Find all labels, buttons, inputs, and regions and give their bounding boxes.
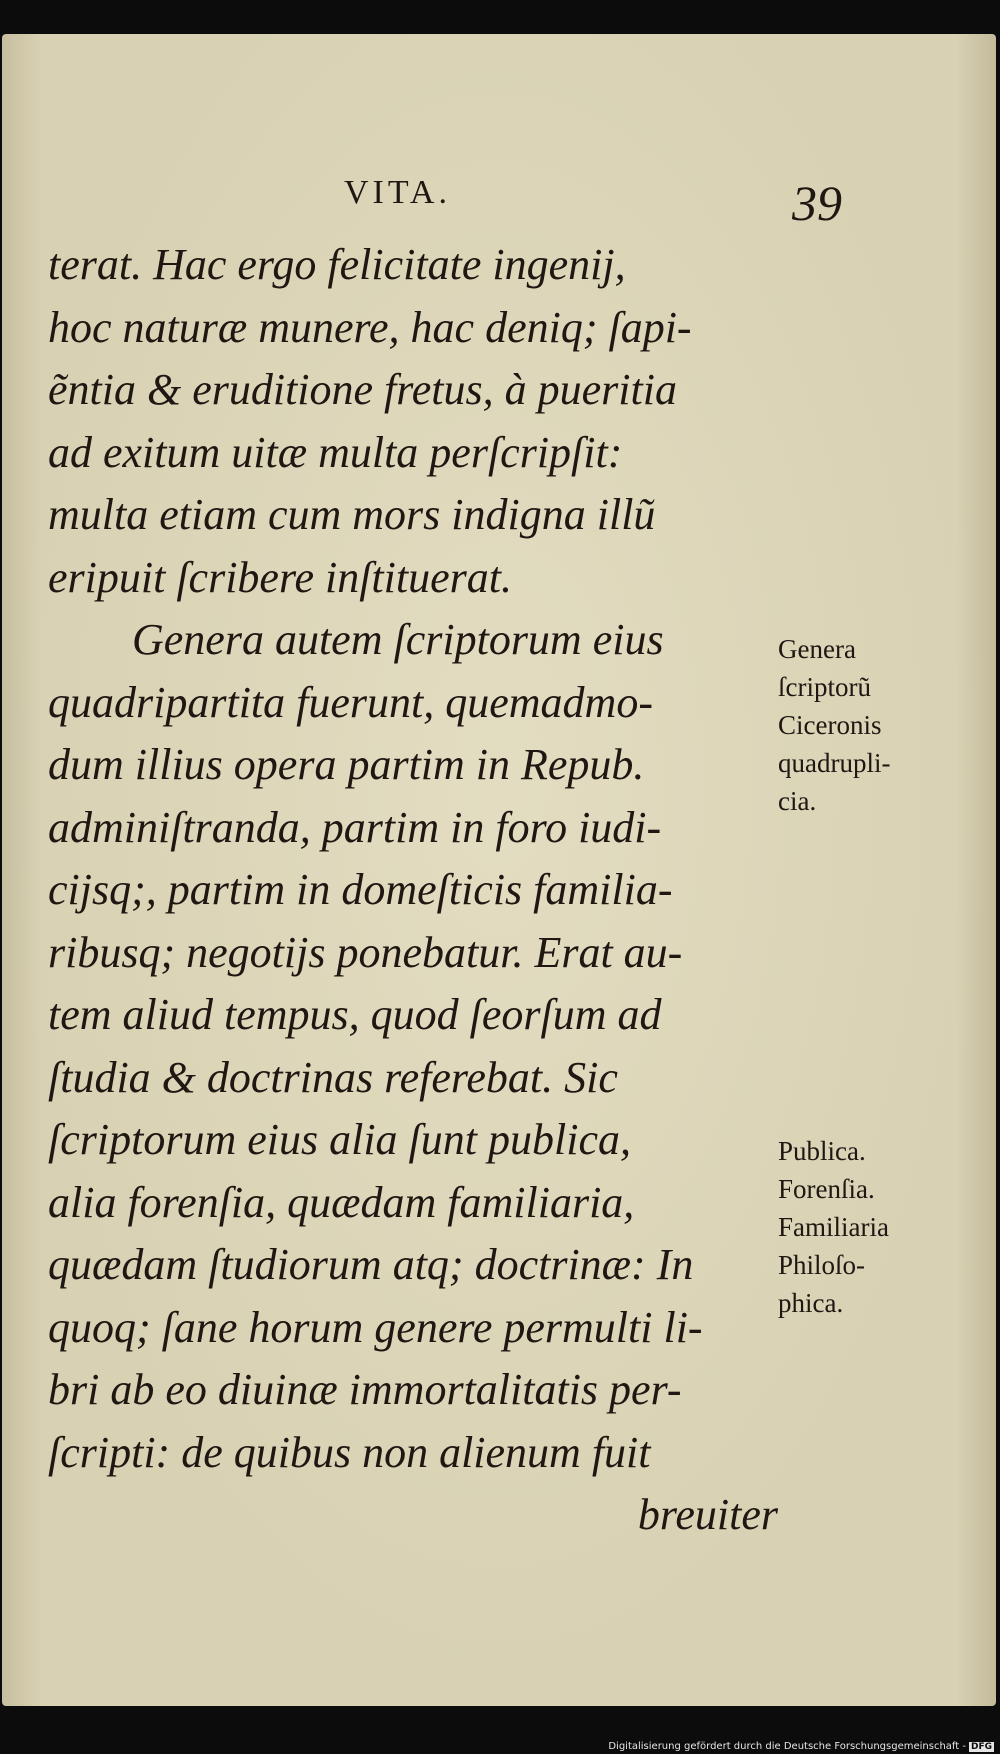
margin-note-line: Genera (778, 634, 856, 664)
margin-note-line: cia. (778, 786, 817, 816)
margin-note-line: quadrupli- (778, 748, 891, 778)
text-line: tem aliud tempus, quod ſeorſum ad (48, 990, 662, 1039)
text-line: ribusq; negotijs ponebatur. Erat au- (48, 927, 683, 977)
text-line: multa etiam cum mors indigna illũ (48, 490, 656, 539)
text-line: quædam ſtudiorum atq; doctrinæ: In (48, 1240, 694, 1289)
text-line: ſtudia & doctrinas referebat. Sic (48, 1052, 618, 1102)
digitization-credit (608, 1741, 994, 1752)
page-number: 39 (792, 175, 842, 231)
credit-text: Digitalisierung gefördert durch die Deutsche Forschungsgemeinschaft - (608, 1741, 966, 1752)
margin-note-line: Publica. (778, 1136, 866, 1166)
text-line: dum illius opera partim in Repub. (48, 740, 645, 789)
text-line: hoc naturæ munere, hac deniq; ſapi- (48, 302, 692, 352)
margin-note-line: Philoſo- (778, 1250, 866, 1280)
text-line: cijsq;, partim in domeſticis familia- (48, 865, 673, 914)
margin-note-publica (778, 1132, 889, 1322)
text-line: Genera autem ſcriptorum eius (132, 615, 664, 664)
text-line: adminiſtranda, partim in foro iudi- (48, 802, 662, 852)
book-page (2, 34, 996, 1706)
margin-note-line: ſcriptorũ (778, 672, 871, 702)
text-line: ẽntia & eruditione fretus, à pueritia (48, 365, 677, 414)
text-line: quoq; ſane horum genere permulti li- (48, 1302, 703, 1352)
text-line: quadripartita fuerunt, quemadmo- (48, 677, 653, 727)
text-line: alia forenſia, quædam familiaria, (48, 1177, 635, 1227)
text-line: eripuit ſcribere inſtituerat. (48, 552, 512, 602)
body-text (48, 234, 778, 1547)
text-line: ad exitum uitæ multa perſcripſit: (48, 427, 623, 477)
dfg-logo: DFG (970, 1742, 992, 1752)
running-header: VITA. (344, 174, 451, 211)
margin-note-genera (778, 630, 890, 820)
text-line: bri ab eo diuinæ immortalitatis per- (48, 1365, 682, 1414)
margin-note-line: Familiaria (778, 1212, 889, 1242)
text-line: terat. Hac ergo felicitate ingenij, (48, 240, 626, 289)
margin-note-line: Ciceronis (778, 710, 882, 740)
text-line: ſcriptorum eius alia ſunt publica, (48, 1115, 631, 1164)
catchword: breuiter (637, 1490, 778, 1539)
margin-note-line: Forenſia. (778, 1174, 875, 1204)
text-line: ſcripti: de quibus non alienum fuit (48, 1427, 651, 1477)
margin-note-line: phica. (778, 1288, 844, 1318)
